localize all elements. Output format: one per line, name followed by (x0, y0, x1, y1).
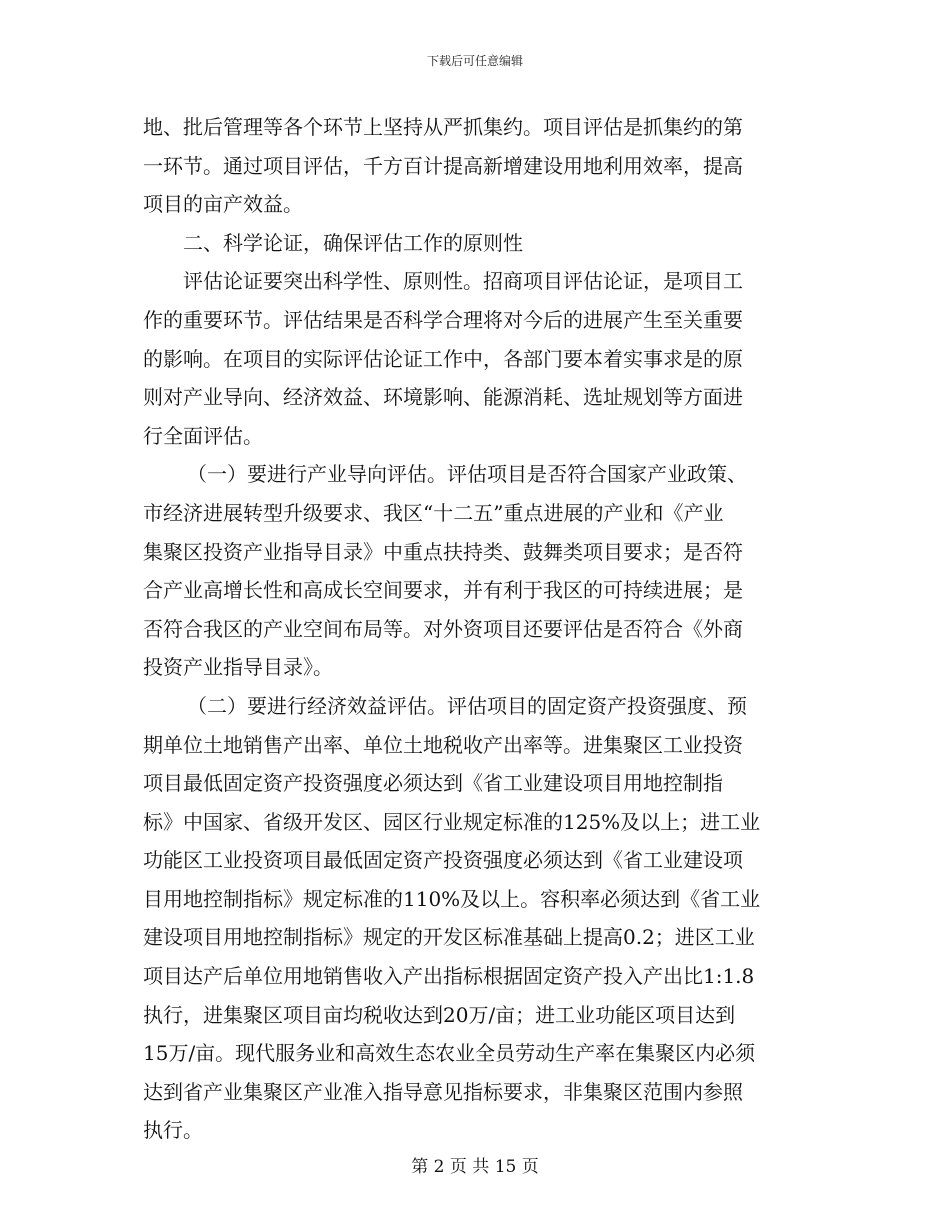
text-line: 项目的亩产效益。 (143, 192, 303, 217)
text-line: 作的重要环节。评估结果是否科学合理将对今后的进展产生至关重要 (143, 307, 743, 332)
text-line: 一环节。通过项目评估，千方百计提高新增建设用地利用效率，提高 (143, 153, 743, 178)
text-line: 执行。 (143, 1118, 203, 1143)
text-line: 期单位土地销售产出率、单位土地税收产出率等。进集聚区工业投资 (143, 732, 743, 757)
document-body (143, 108, 813, 1150)
subsection-start: （一）要进行产业导向评估。评估项目是否符合国家产业政策、 (187, 462, 747, 487)
text-line: 投资产业指导目录》。 (143, 655, 333, 680)
text-line: 评估论证要突出科学性、原则性。招商项目评估论证，是项目工 (183, 269, 743, 294)
text-line: 合产业高增长性和高成长空间要求，并有利于我区的可持续进展；是 (143, 578, 743, 603)
text-line: 目用地控制指标》规定标准的110%及以上。容积率必须达到《省工业 (143, 886, 761, 911)
text-line: 项目最低固定资产投资强度必须达到《省工业建设项目用地控制指 (143, 771, 723, 796)
section-heading: 二、科学论证，确保评估工作的原则性 (183, 230, 523, 255)
text-line: 否符合我区的产业空间布局等。对外资项目还要评估是否符合《外商 (143, 616, 743, 641)
text-line: 行全面评估。 (143, 423, 263, 448)
page-header: 下载后可任意编辑 (426, 54, 523, 68)
text-line: 建设项目用地控制指标》规定的开发区标准基础上提高0.2；进区工业 (143, 925, 755, 950)
text-line: 的影响。在项目的实际评估论证工作中，各部门要本着实事求是的原 (143, 346, 743, 371)
subsection-start: （二）要进行经济效益评估。评估项目的固定资产投资强度、预 (187, 693, 747, 718)
text-line: 则对产业导向、经济效益、环境影响、能源消耗、选址规划等方面进 (143, 385, 743, 410)
text-line: 集聚区投资产业指导目录》中重点扶持类、鼓舞类项目要求；是否符 (143, 539, 743, 564)
text-line: 15万/亩。现代服务业和高效生态农业全员劳动生产率在集聚区内必须 (143, 1041, 756, 1066)
text-line: 项目达产后单位用地销售收入产出指标根据固定资产投入产出比1:1.8 (143, 964, 755, 989)
page-footer: 第 2 页 共 15 页 (411, 1157, 539, 1177)
text-line: 达到省产业集聚区产业准入指导意见指标要求，非集聚区范围内参照 (143, 1079, 743, 1104)
text-line: 市经济进展转型升级要求、我区“十二五”重点进展的产业和《产业 (143, 500, 724, 525)
text-line: 功能区工业投资项目最低固定资产投资强度必须达到《省工业建设项 (143, 848, 743, 873)
text-line: 标》中国家、省级开发区、园区行业规定标准的125%及以上；进工业 (143, 809, 761, 834)
text-line: 执行，进集聚区项目亩均税收达到20万/亩；进工业功能区项目达到 (143, 1002, 736, 1027)
text-line: 地、批后管理等各个环节上坚持从严抓集约。项目评估是抓集约的第 (143, 115, 743, 139)
